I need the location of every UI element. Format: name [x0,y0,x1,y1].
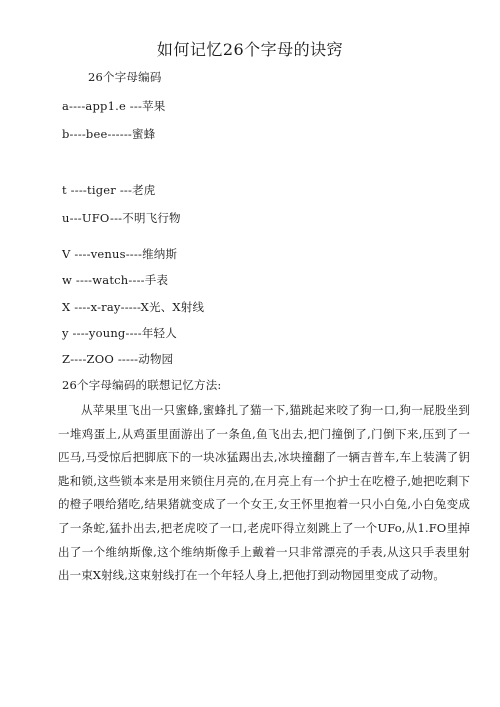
page-title: 如何记忆26个字母的诀窍 [156,40,344,59]
codes-subheading: 26个字母编码 [88,70,162,84]
code-line-w: w ----watch----手表 [62,273,169,287]
code-line-b: b----bee------蜜蜂 [62,127,156,141]
method-heading: 26个字母编码的联想记忆方法: [62,378,222,392]
code-line-a: a----app1.e ---苹果 [62,99,166,113]
code-line-y: y ----young----年轻人 [62,326,177,340]
story-paragraph: 从苹果里飞出一只蜜蜂,蜜蜂扎了猫一下,猫跳起来咬了狗一口,狗一屁股坐到一堆鸡蛋上,从鸡蛋里面游出了一条鱼,鱼飞出去,把门撞倒了,门倒下来,压到了一匹马,马受惊后把脚底下的一块冰猛踢出去,冰块撞翻了一辆吉普车,车上装满了钥匙和锁,这些锁本来是用来锁住月亮的,在月亮上有一个护士在吃橙子,她把吃剩下的橙子喂给猪吃,结果猪就变成了一个女王,女王怀里抱着一只小白兔,小白兔变成了一条蛇,猛扑出去,把老虎咬了一口,老虎吓得立刻跳上了一个UFo,从1.FO里掉出了一个维纳斯像,这个维纳斯像手上戴着一只非常漂亮的手表,从这只手表里射出一束X射线,这束射线打在一个年轻人身上,把他打到动物园里变成了动物。 [58,403,470,583]
code-line-t: t ----tiger ---老虎 [62,183,156,197]
code-line-u: u---UFO---不明飞行物 [62,211,181,225]
code-line-x: X ----x-ray-----X光、X射线 [62,300,205,314]
code-line-z: Z----ZOO -----动物园 [62,352,174,366]
code-line-v: V ----venus----维纳斯 [62,247,178,261]
